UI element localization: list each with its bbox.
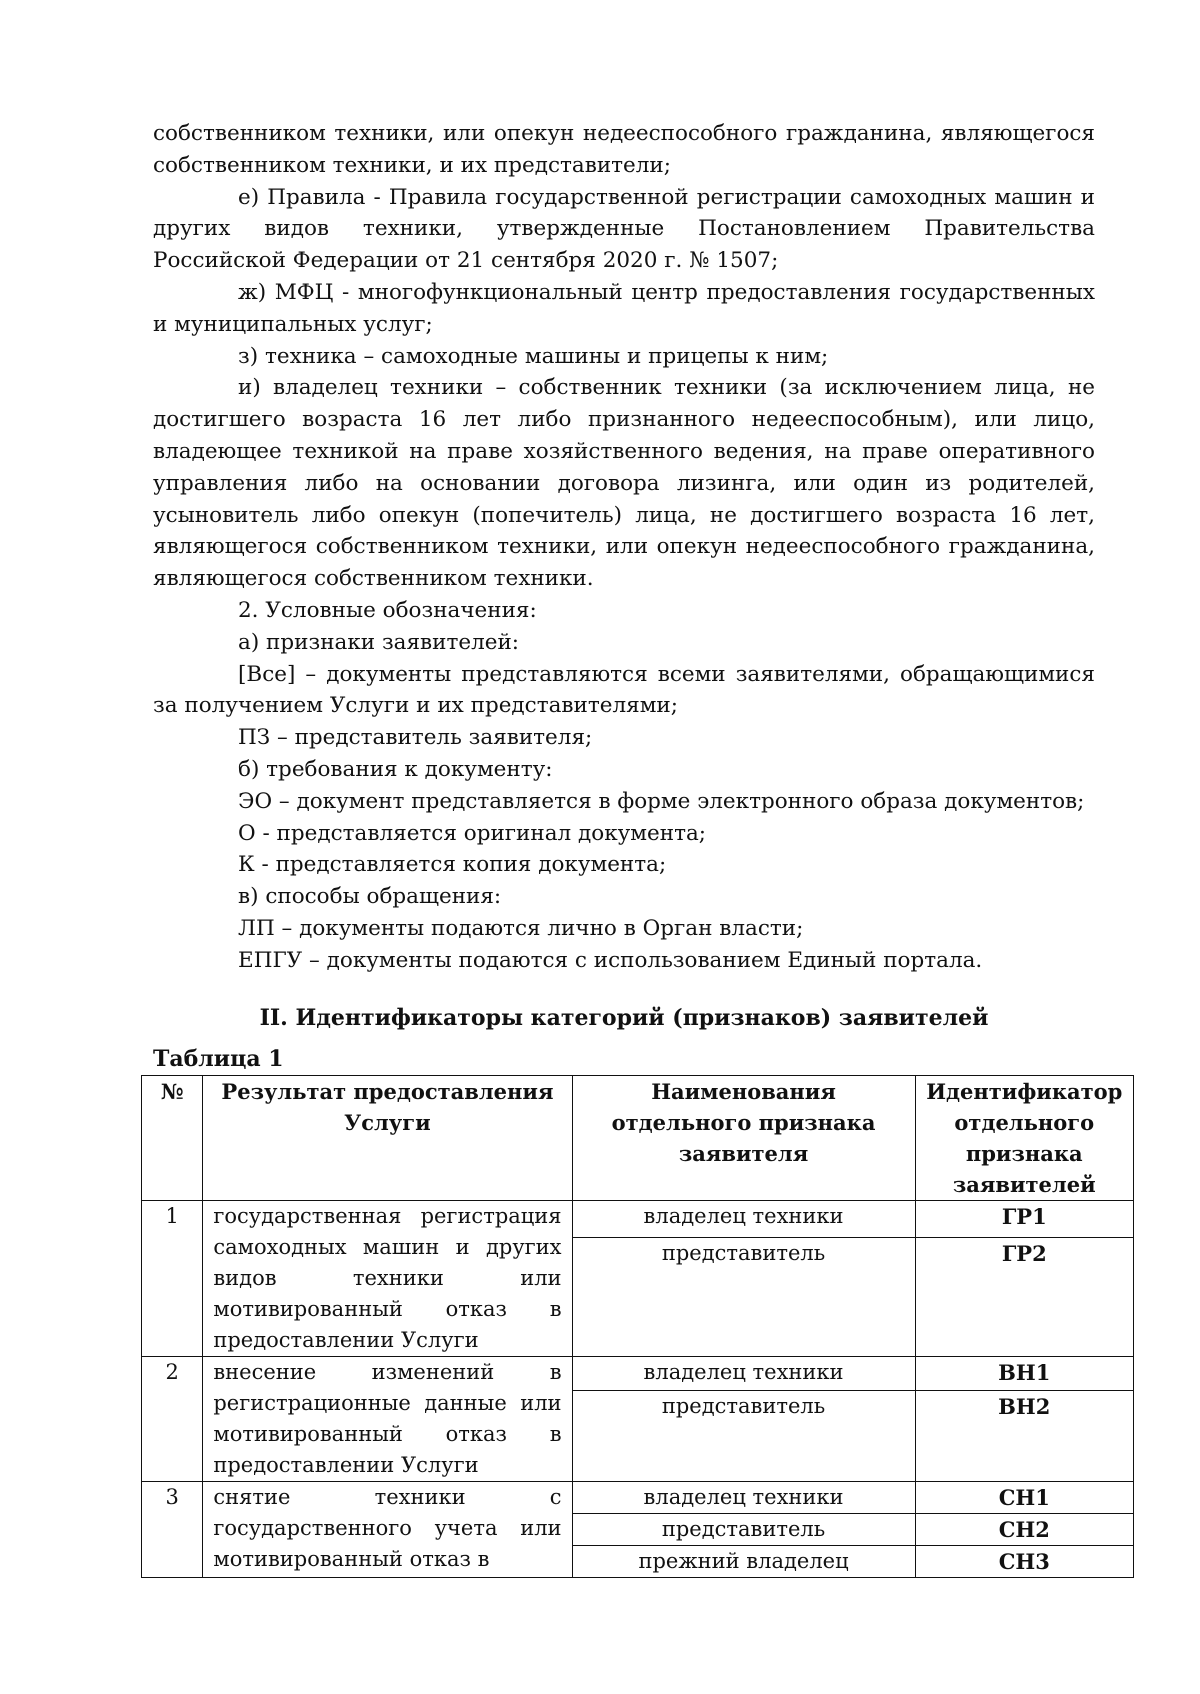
header-number: № xyxy=(142,1076,203,1201)
row-result xyxy=(203,1201,572,1357)
paragraph: б) требования к документу: xyxy=(238,756,553,782)
paragraph: а) признаки заявителей: xyxy=(238,629,520,655)
paragraph: з) техника – самоходные машины и прицепы к ним; xyxy=(238,343,829,369)
paragraph: ж) МФЦ - многофункциональный центр предоставления государственных и муниципальных услуг; xyxy=(153,279,1095,337)
table-row xyxy=(142,1201,1134,1238)
row-applicant-name: владелец техники xyxy=(572,1357,915,1391)
row-result-text: государственная регистрация самоходных машин и других видов техники или мотивированный отказ в предоставлении Услуги xyxy=(213,1204,562,1352)
table-header-row xyxy=(142,1076,1134,1201)
row-identifier: ВН1 xyxy=(915,1357,1133,1391)
row-result-text: внесение изменений в регистрационные данные или мотивированный отказ в предоставлении Услуги xyxy=(213,1360,562,1477)
body-text xyxy=(153,118,1095,977)
header-name: Наименования отдельного признака заявителя xyxy=(572,1076,915,1201)
row-applicant-name: прежний владелец xyxy=(572,1546,915,1578)
row-applicant-name: представитель xyxy=(572,1514,915,1546)
paragraph: ПЗ – представитель заявителя; xyxy=(238,725,593,751)
row-result xyxy=(203,1357,572,1482)
applicant-identifiers-table xyxy=(141,1075,1134,1578)
paragraph: 2. Условные обозначения: xyxy=(238,597,537,623)
row-identifier: СН2 xyxy=(915,1514,1133,1546)
paragraph: [Все] – документы представляются всеми заявителями, обращающимися за получением Услуги и их представителями; xyxy=(153,661,1095,719)
paragraph: О - представляется оригинал документа; xyxy=(238,820,707,846)
row-applicant-name: владелец техники xyxy=(572,1201,915,1238)
table-row xyxy=(142,1357,1134,1391)
row-applicant-name: представитель xyxy=(572,1391,915,1482)
row-identifier: СН1 xyxy=(915,1482,1133,1514)
paragraph: ЭО – документ представляется в форме электронного образа документов; xyxy=(238,788,1085,814)
table-row xyxy=(142,1482,1134,1514)
row-identifier: ГР2 xyxy=(915,1238,1133,1357)
paragraph: собственником техники, или опекун недееспособного гражданина, являющегося собственником техники, и их представители; xyxy=(153,121,1095,178)
row-result-text: снятие техники с государственного учета или мотивированный отказ в xyxy=(213,1485,562,1571)
row-number: 3 xyxy=(142,1482,203,1578)
paragraph: ЛП – документы подаются лично в Орган власти; xyxy=(238,915,804,941)
paragraph: е) Правила - Правила государственной регистрации самоходных машин и других видов техники, утвержденные Постановлением Правительства Российской Федерации от 21 сентября 2020 г. № 1507; xyxy=(153,184,1095,274)
row-result xyxy=(203,1482,572,1578)
header-identifier: Идентификатор отдельного признака заявителей xyxy=(915,1076,1133,1201)
row-identifier: ВН2 xyxy=(915,1391,1133,1482)
row-identifier: ГР1 xyxy=(915,1201,1133,1238)
header-result: Результат предоставления Услуги xyxy=(203,1076,572,1201)
paragraph: и) владелец техники – собственник техники (за исключением лица, не достигшего возраста 16 лет либо признанного недееспособным), или лицо, владеющее техникой на праве хозяйственного ведения, на праве оперативного управления либо на основании договора лизинга, или один из родителей, усыновитель либо опекун (попечитель) лица, не достигшего возраста 16 лет, являющегося собственником техники, или опекун недееспособного гражданина, являющегося собственником техники. xyxy=(153,375,1095,592)
section-heading: II. Идентификаторы категорий (признаков) заявителей xyxy=(259,1005,989,1031)
paragraph: К - представляется копия документа; xyxy=(238,852,667,878)
row-identifier: СН3 xyxy=(915,1546,1133,1578)
row-applicant-name: владелец техники xyxy=(572,1482,915,1514)
table-caption: Таблица 1 xyxy=(153,1046,284,1072)
row-applicant-name: представитель xyxy=(572,1238,915,1357)
paragraph: в) способы обращения: xyxy=(238,884,502,910)
row-number: 1 xyxy=(142,1201,203,1357)
row-number: 2 xyxy=(142,1357,203,1482)
paragraph: ЕПГУ – документы подаются с использованием Единый портала. xyxy=(238,947,983,973)
